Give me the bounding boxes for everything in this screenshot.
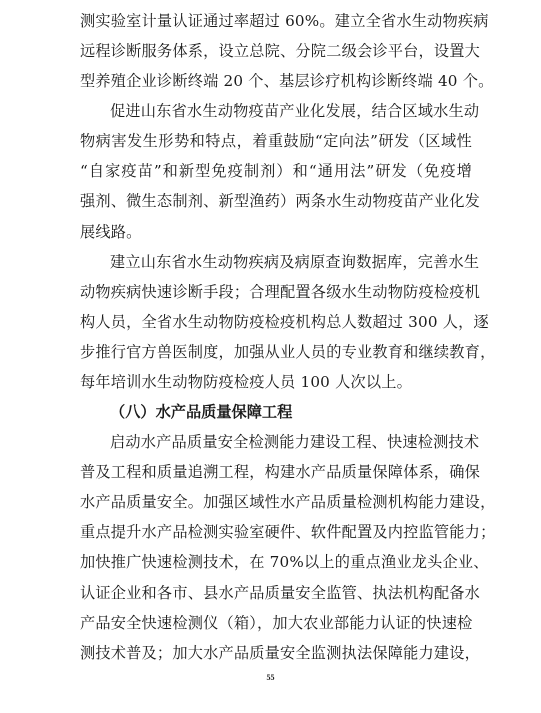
section-heading: （八）水产品质量保障工程 xyxy=(110,403,293,421)
body-text-line: 水产品质量安全。加强区域性水产品质量检测机构能力建设， xyxy=(80,493,496,511)
body-text-line: 建立山东省水生动物疾病及病原查询数据库，完善水生 xyxy=(110,253,480,271)
body-text-line: 测技术普及；加大水产品质量安全监测执法保障能力建设， xyxy=(80,644,481,662)
body-text-line: 动物疾病快速诊断手段；合理配置各级水生动物防疫检疫机 xyxy=(80,283,481,301)
body-text-line: 强剂、微生态制剂、新型渔药）两条水生动物疫苗产业化发 xyxy=(80,192,481,210)
body-text-line: 认证企业和各市、县水产品质量安全监管、执法机构配备水 xyxy=(80,584,481,602)
body-text-line: 促进山东省水生动物疫苗产业化发展，结合区域水生动 xyxy=(110,102,480,120)
body-text-line: 远程诊断服务体系，设立总院、分院二级会诊平台，设置大 xyxy=(80,42,481,60)
body-text-line: 步推行官方兽医制度，加强从业人员的专业教育和继续教育， xyxy=(80,343,496,361)
body-text-line: 型养殖企业诊断终端 20 个、基层诊疗机构诊断终端 40 个。 xyxy=(80,72,494,90)
body-text-line: “自家疫苗”和新型免疫制剂）和“通用法”研发（免疫增 xyxy=(80,162,472,180)
body-text-line: 普及工程和质量追溯工程，构建水产品质量保障体系，确保 xyxy=(80,463,481,481)
body-text-line: 启动水产品质量安全检测能力建设工程、快速检测技术 xyxy=(110,433,480,451)
body-text-line: 展线路。 xyxy=(80,223,142,241)
body-text-line: 产品安全快速检测仪（箱），加大农业部能力认证的快速检 xyxy=(80,614,473,632)
body-text-line: 物病害发生形势和特点，着重鼓励“定向法”研发（区域性 xyxy=(80,132,472,150)
body-text-line: 构人员，全省水生动物防疫检疫机构总人数超过 300 人，逐 xyxy=(80,313,489,331)
page-number: 55 xyxy=(266,673,275,682)
body-text-line: 测实验室计量认证通过率超过 60%。建立全省水生动物疾病 xyxy=(80,12,489,30)
body-text-line: 重点提升水产品检测实验室硬件、软件配置及内控监管能力； xyxy=(80,523,496,541)
body-text-line: 加快推广快速检测技术，在 70%以上的重点渔业龙头企业、 xyxy=(80,553,489,571)
body-text-line: 每年培训水生动物防疫检疫人员 100 人次以上。 xyxy=(80,373,413,391)
